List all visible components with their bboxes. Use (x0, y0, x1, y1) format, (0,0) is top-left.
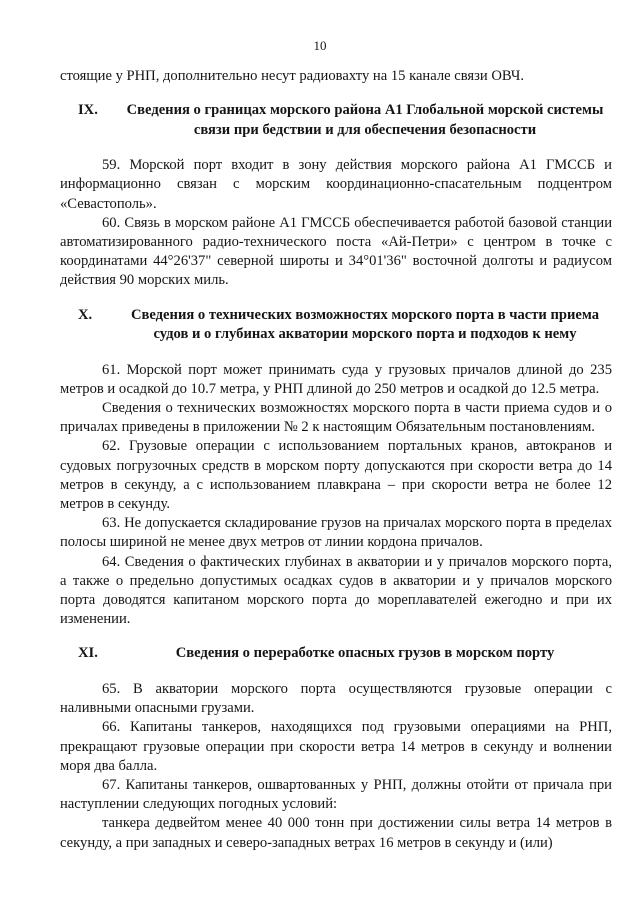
paragraph-61: 61. Морской порт может принимать суда у грузовых причалов длиной до 235 метров и осадкой до 10.7 метра, у РНП длиной до 250 метров и осадкой до 12.5 метра. (60, 361, 612, 397)
paragraph-67: 67. Капитаны танкеров, ошвартованных у РНП, должны отойти от причала при наступлении следующих погодных условий: (60, 776, 612, 813)
page-number: 10 (313, 38, 327, 53)
paragraph-64: 64. Сведения о фактических глубинах в акватории и у причалов морского порта, а также о предельно допустимых осадках судов в акватории и у причалов морского порта доводятся капитаном морского порта до мореплавателей ежегодно и при их изменении. (60, 553, 612, 628)
section-number: X. (78, 306, 93, 323)
paragraph-60: 60. Связь в морском районе А1 ГМССБ обеспечивается работой базовой станции автоматизированного радио-технического поста «Ай-Петри» с центром в точке с координатами 44°26'37" северной широты и 34°01'36" восточной долготы и радиусом действия 90 морских миль. (60, 214, 612, 289)
paragraph-61-continued: Сведения о технических возможностях морского порта в части приема судов и о причалах приведены в приложении № 2 к настоящим Обязательным постановлениям. (60, 400, 612, 436)
paragraph-59: 59. Морской порт входит в зону действия морского района А1 ГМССБ и информационно связан с морским координационно-спасательным подцентром «Севастополь». (60, 157, 612, 212)
section-heading-10 (60, 306, 612, 345)
section-heading-11 (60, 644, 612, 664)
intro-paragraph: стоящие у РНП, дополнительно несут радиовахту на 15 канале связи ОВЧ. (60, 68, 525, 84)
paragraph-62: 62. Грузовые операции с использованием портальных кранов, автокранов и судовых погрузочных средств в морском порту допускаются при скорости ветра до 14 метров в секунду, а с использованием плавкрана – при скорости ветра не более 12 метров в секунду. (60, 438, 612, 513)
paragraph-66: 66. Капитаны танкеров, находящихся под грузовыми операциями на РНП, прекращают грузовые операции при скорости ветра 14 метров в секунду и волнении моря два балла. (60, 719, 612, 774)
page-content (60, 67, 612, 853)
section-number: IX. (78, 102, 98, 119)
paragraph-65: 65. В акватории морского порта осуществляются грузовые операции с наливными опасными грузами. (60, 680, 612, 717)
section-number: XI. (78, 645, 98, 662)
section-title: Сведения о технических возможностях морского порта в части приема судов и о глубинах акватории морского порта и подходов к нему (130, 306, 600, 343)
section-title: Сведения о границах морского района А1 Глобальной морской системы связи при бедствии и для обеспечения безопасности (126, 102, 604, 138)
section-title: Сведения о переработке опасных грузов в морском порту (175, 645, 555, 662)
paragraph-67-item: танкера дедвейтом менее 40 000 тонн при достижении силы ветра 14 метров в секунду, а при западных и северо-западных ветрах 16 метров в секунду и (или) (60, 815, 612, 851)
paragraph-63: 63. Не допускается складирование грузов на причалах морского порта в пределах полосы шириной не менее двух метров от линии кордона причалов. (60, 515, 612, 551)
section-heading-9 (60, 101, 612, 140)
